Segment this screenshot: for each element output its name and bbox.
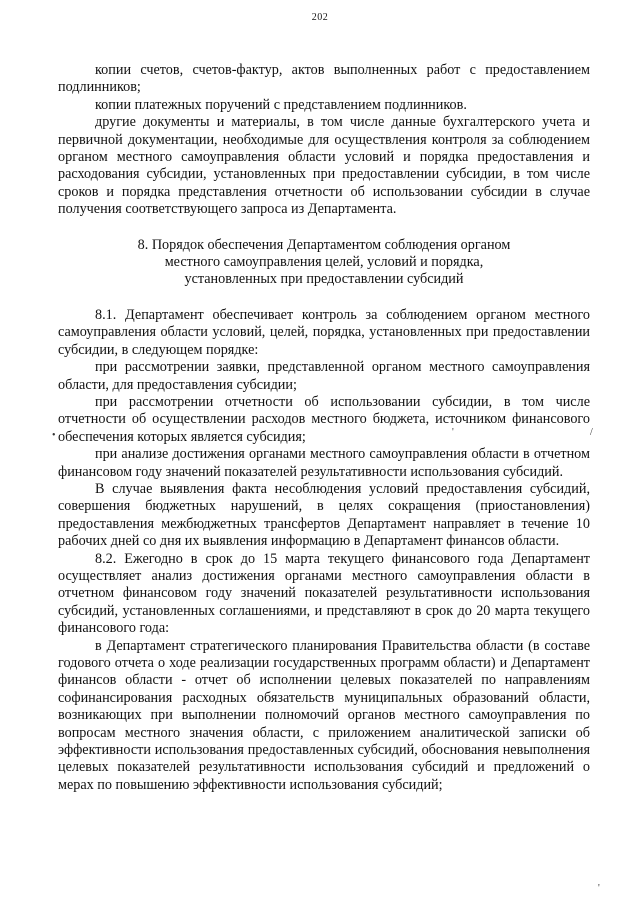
paragraph: другие документы и материалы, в том числе данные бухгалтерского учета и первичной документации, необходимые для осуществления контроля за соблюдением органом местного самоуправления области условий и порядка предоставления и расходования субсидии, установленных при предоставлении субсидии, в том числе сроков и порядка представления отчетности об использовании субсидии в случае получения соответствующего запроса из Департамента.: [58, 114, 590, 218]
scan-speck: •: [52, 430, 56, 441]
scan-speck: ': [598, 883, 600, 894]
paragraph: в Департамент стратегического планирования Правительства области (в составе годового отчета о ходе реализации государственных программ области) и Департамент финансов области - отчет об исполнении целевых показателей по направлениям софинансирования расходных обязательств муниципальных образований области, возникающих при выполнении полномочий органов местного самоуправления по вопросам местного значения области, с приложением аналитической записки об эффективности использования предоставленных субсидий, обоснования невыполнения целевых показателей результативности использования субсидий и предложений о мерах по повышению эффективности использования субсидий;: [58, 637, 590, 793]
paragraph: при анализе достижения органами местного самоуправления области в отчетном финансовом году значений показателей результативности использования субсидий.: [58, 446, 590, 480]
paragraph: копии счетов, счетов-фактур, актов выполненных работ с предоставлением подлинников;: [58, 62, 590, 96]
paragraph: копии платежных поручений с представлением подлинников.: [95, 96, 467, 113]
scan-speck: /: [590, 427, 593, 438]
section-heading: [58, 237, 590, 289]
paragraph: при рассмотрении заявки, представленной органом местного самоуправления области, для предоставления субсидии;: [58, 359, 590, 393]
paragraph: при рассмотрении отчетности об использовании субсидии, в том числе отчетности об осуществлении расходов местного бюджета, источником финансового обеспечения которых является субсидия;: [58, 393, 590, 445]
section-heading-line: установленных при предоставлении субсидий: [184, 271, 464, 288]
section-heading-line: местного самоуправления целей, условий и порядка,: [164, 254, 484, 271]
page-number: 202: [311, 12, 329, 23]
section-heading-line: 8. Порядок обеспечения Департаментом соблюдения органом: [137, 236, 511, 253]
document-body: [58, 62, 590, 794]
paragraph: 8.2. Ежегодно в срок до 15 марта текущего финансового года Департамент осуществляет анализ достижения органами местного самоуправления области в отчетном финансовом году значений показателей результативности использования субсидий, установленных соглашениями, и представляют в срок до 20 марта текущего финансового года:: [58, 550, 590, 637]
paragraph: В случае выявления факта несоблюдения условий предоставления субсидий, совершения бюджетных нарушений, в целях сокращения (приостановления) предоставления межбюджетных трансфертов Департамент направляет в течение 10 рабочих дней со дня их выявления информацию в Департамент финансов области.: [58, 480, 590, 550]
scan-speck: ': [452, 427, 454, 438]
paragraph: 8.1. Департамент обеспечивает контроль за соблюдением органом местного самоуправления области условий, целей, порядка, установленных при предоставлении субсидии, в следующем порядке:: [58, 306, 590, 358]
